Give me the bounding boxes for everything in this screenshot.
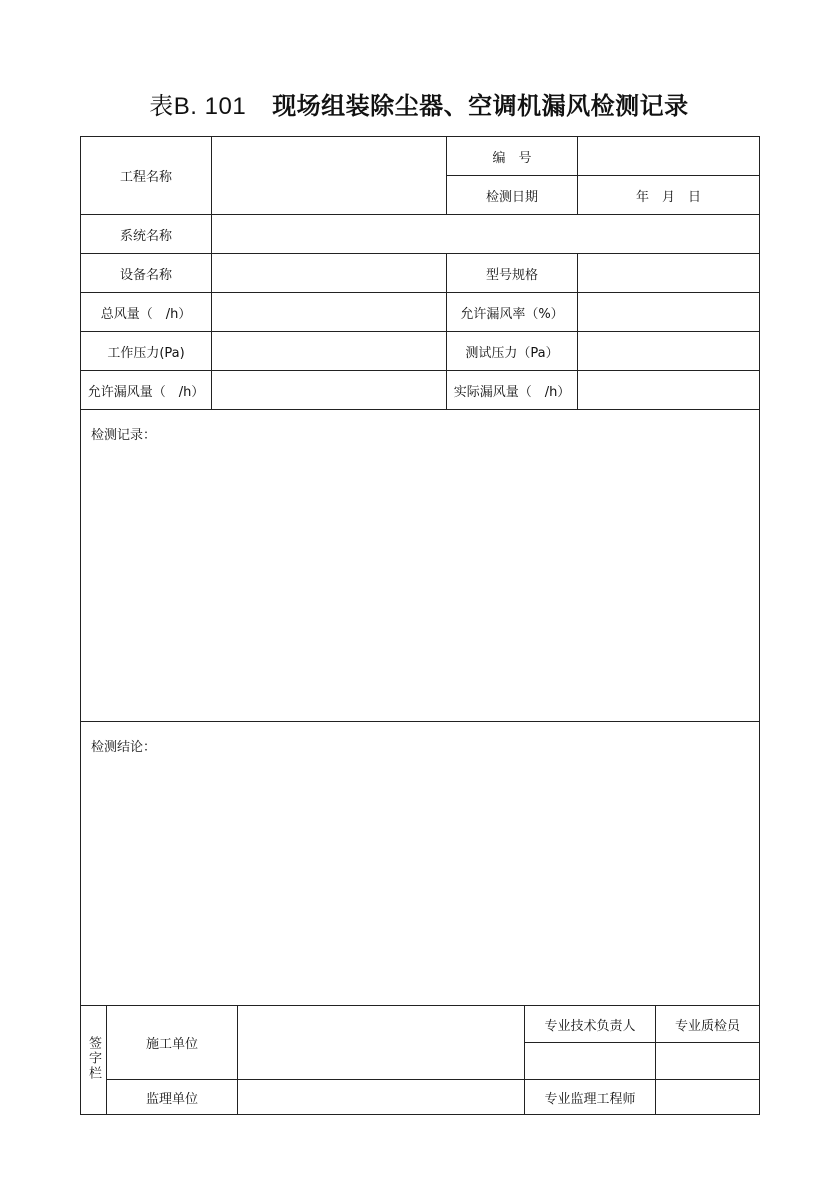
tech-lead-signature[interactable]: [525, 1043, 656, 1080]
construction-unit-value[interactable]: [238, 1006, 525, 1080]
quality-inspector-label: 专业质检员: [656, 1006, 760, 1043]
test-pressure-label: 测试压力（Pa）: [447, 332, 578, 371]
system-name-label: 系统名称: [81, 215, 212, 254]
model-spec-label: 型号规格: [447, 254, 578, 293]
supervision-engineer-signature[interactable]: [656, 1080, 760, 1115]
work-pressure-label: 工作压力(Pa): [81, 332, 212, 371]
supervision-engineer-label: 专业监理工程师: [525, 1080, 656, 1115]
construction-unit-label: 施工单位: [107, 1006, 238, 1080]
actual-leak-volume-value[interactable]: [578, 371, 760, 410]
table-code: 表B. 101: [149, 93, 247, 120]
supervision-unit-label: 监理单位: [107, 1080, 238, 1115]
test-date-label: 检测日期: [447, 176, 578, 215]
test-conclusion-area[interactable]: [81, 722, 760, 1006]
project-name-value[interactable]: [212, 137, 447, 215]
quality-inspector-signature[interactable]: [656, 1043, 760, 1080]
work-pressure-value[interactable]: [212, 332, 447, 371]
test-pressure-value[interactable]: [578, 332, 760, 371]
allowed-leak-rate-value[interactable]: [578, 293, 760, 332]
test-conclusion-label: 检测结论：: [91, 740, 157, 755]
signature-column-label: [81, 1006, 107, 1115]
signature-table: [80, 1005, 760, 1115]
tech-lead-label: 专业技术负责人: [525, 1006, 656, 1043]
record-form-table: [80, 136, 760, 1006]
table-title-text: 现场组装除尘器、空调机漏风检测记录: [272, 92, 689, 120]
test-date-value[interactable]: 年 月 日: [578, 176, 760, 215]
total-air-label: 总风量（ /h）: [81, 293, 212, 332]
allowed-leak-rate-label: 允许漏风率（%）: [447, 293, 578, 332]
allowed-leak-volume-value[interactable]: [212, 371, 447, 410]
number-value[interactable]: [578, 137, 760, 176]
actual-leak-volume-label: 实际漏风量（ /h）: [447, 371, 578, 410]
test-record-area[interactable]: [81, 410, 760, 722]
signature-column-text: 签字栏: [86, 1035, 101, 1081]
test-record-label: 检测记录：: [91, 428, 157, 443]
system-name-value[interactable]: [212, 215, 760, 254]
supervision-unit-value[interactable]: [238, 1080, 525, 1115]
page-title: [0, 86, 838, 121]
model-spec-value[interactable]: [578, 254, 760, 293]
equipment-name-value[interactable]: [212, 254, 447, 293]
allowed-leak-volume-label: 允许漏风量（ /h）: [81, 371, 212, 410]
project-name-label: 工程名称: [81, 137, 212, 215]
total-air-value[interactable]: [212, 293, 447, 332]
number-label: 编 号: [447, 137, 578, 176]
equipment-name-label: 设备名称: [81, 254, 212, 293]
